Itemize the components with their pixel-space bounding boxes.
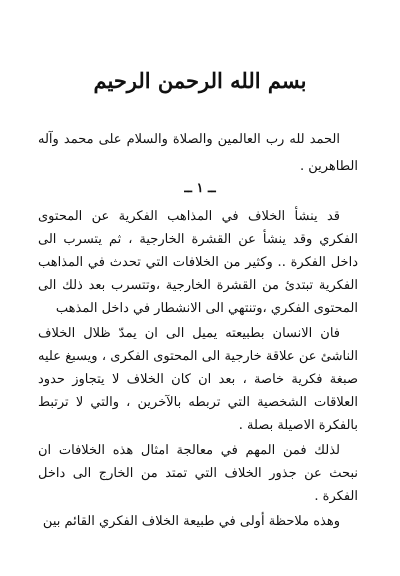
paragraph-2: فان الانسان بطبيعته يميل الى ان يمدّ ظلال الخلاف الناشئ عن علاقة خارجية الى المحتوى الفكرى ، ويسبغ عليه صبغة فكرية خاصة ، بعد ان كان الخلاف لا يتجاوز حدود العلاقات الشخصية التي تربطه بالآخرين ، والتي لا ترتبط بالفكرة الاصيلة بصلة .: [38, 326, 358, 433]
body-text: [38, 205, 358, 533]
paragraph-1: قد ينشأ الخلاف في المذاهب الفكرية عن المحتوى الفكري وقد ينشأ عن القشرة الخارجية ، ثم يتسرب الى داخل الفكرة .. وكثير من الخلافات التي تحدث في المذاهب الفكرية تبتدئ من القشرة الخارجية ،وتتسرب بعد ذلك الى المحتوى الفكري ،وتنتهي الى الانشطار في داخل المذهب: [38, 209, 358, 316]
paragraph-4: وهذه ملاحظة أولى في طبيعة الخلاف الفكري القائم بين: [42, 514, 340, 529]
greeting-text: الحمد لله رب العالمين والصلاة والسلام على محمد وآله الطاهرين .: [38, 132, 358, 174]
paragraph-3: لذلك فمن المهم في معالجة امثال هذه الخلافات ان نبحث عن جذور الخلاف التي تمتد من الخارج الى داخل الفكرة .: [38, 443, 358, 504]
basmala-heading: بسم الله الرحمن الرحيم: [93, 68, 307, 93]
greeting-paragraph: [38, 126, 358, 180]
section-number: ــ ١ ــ: [184, 181, 216, 196]
